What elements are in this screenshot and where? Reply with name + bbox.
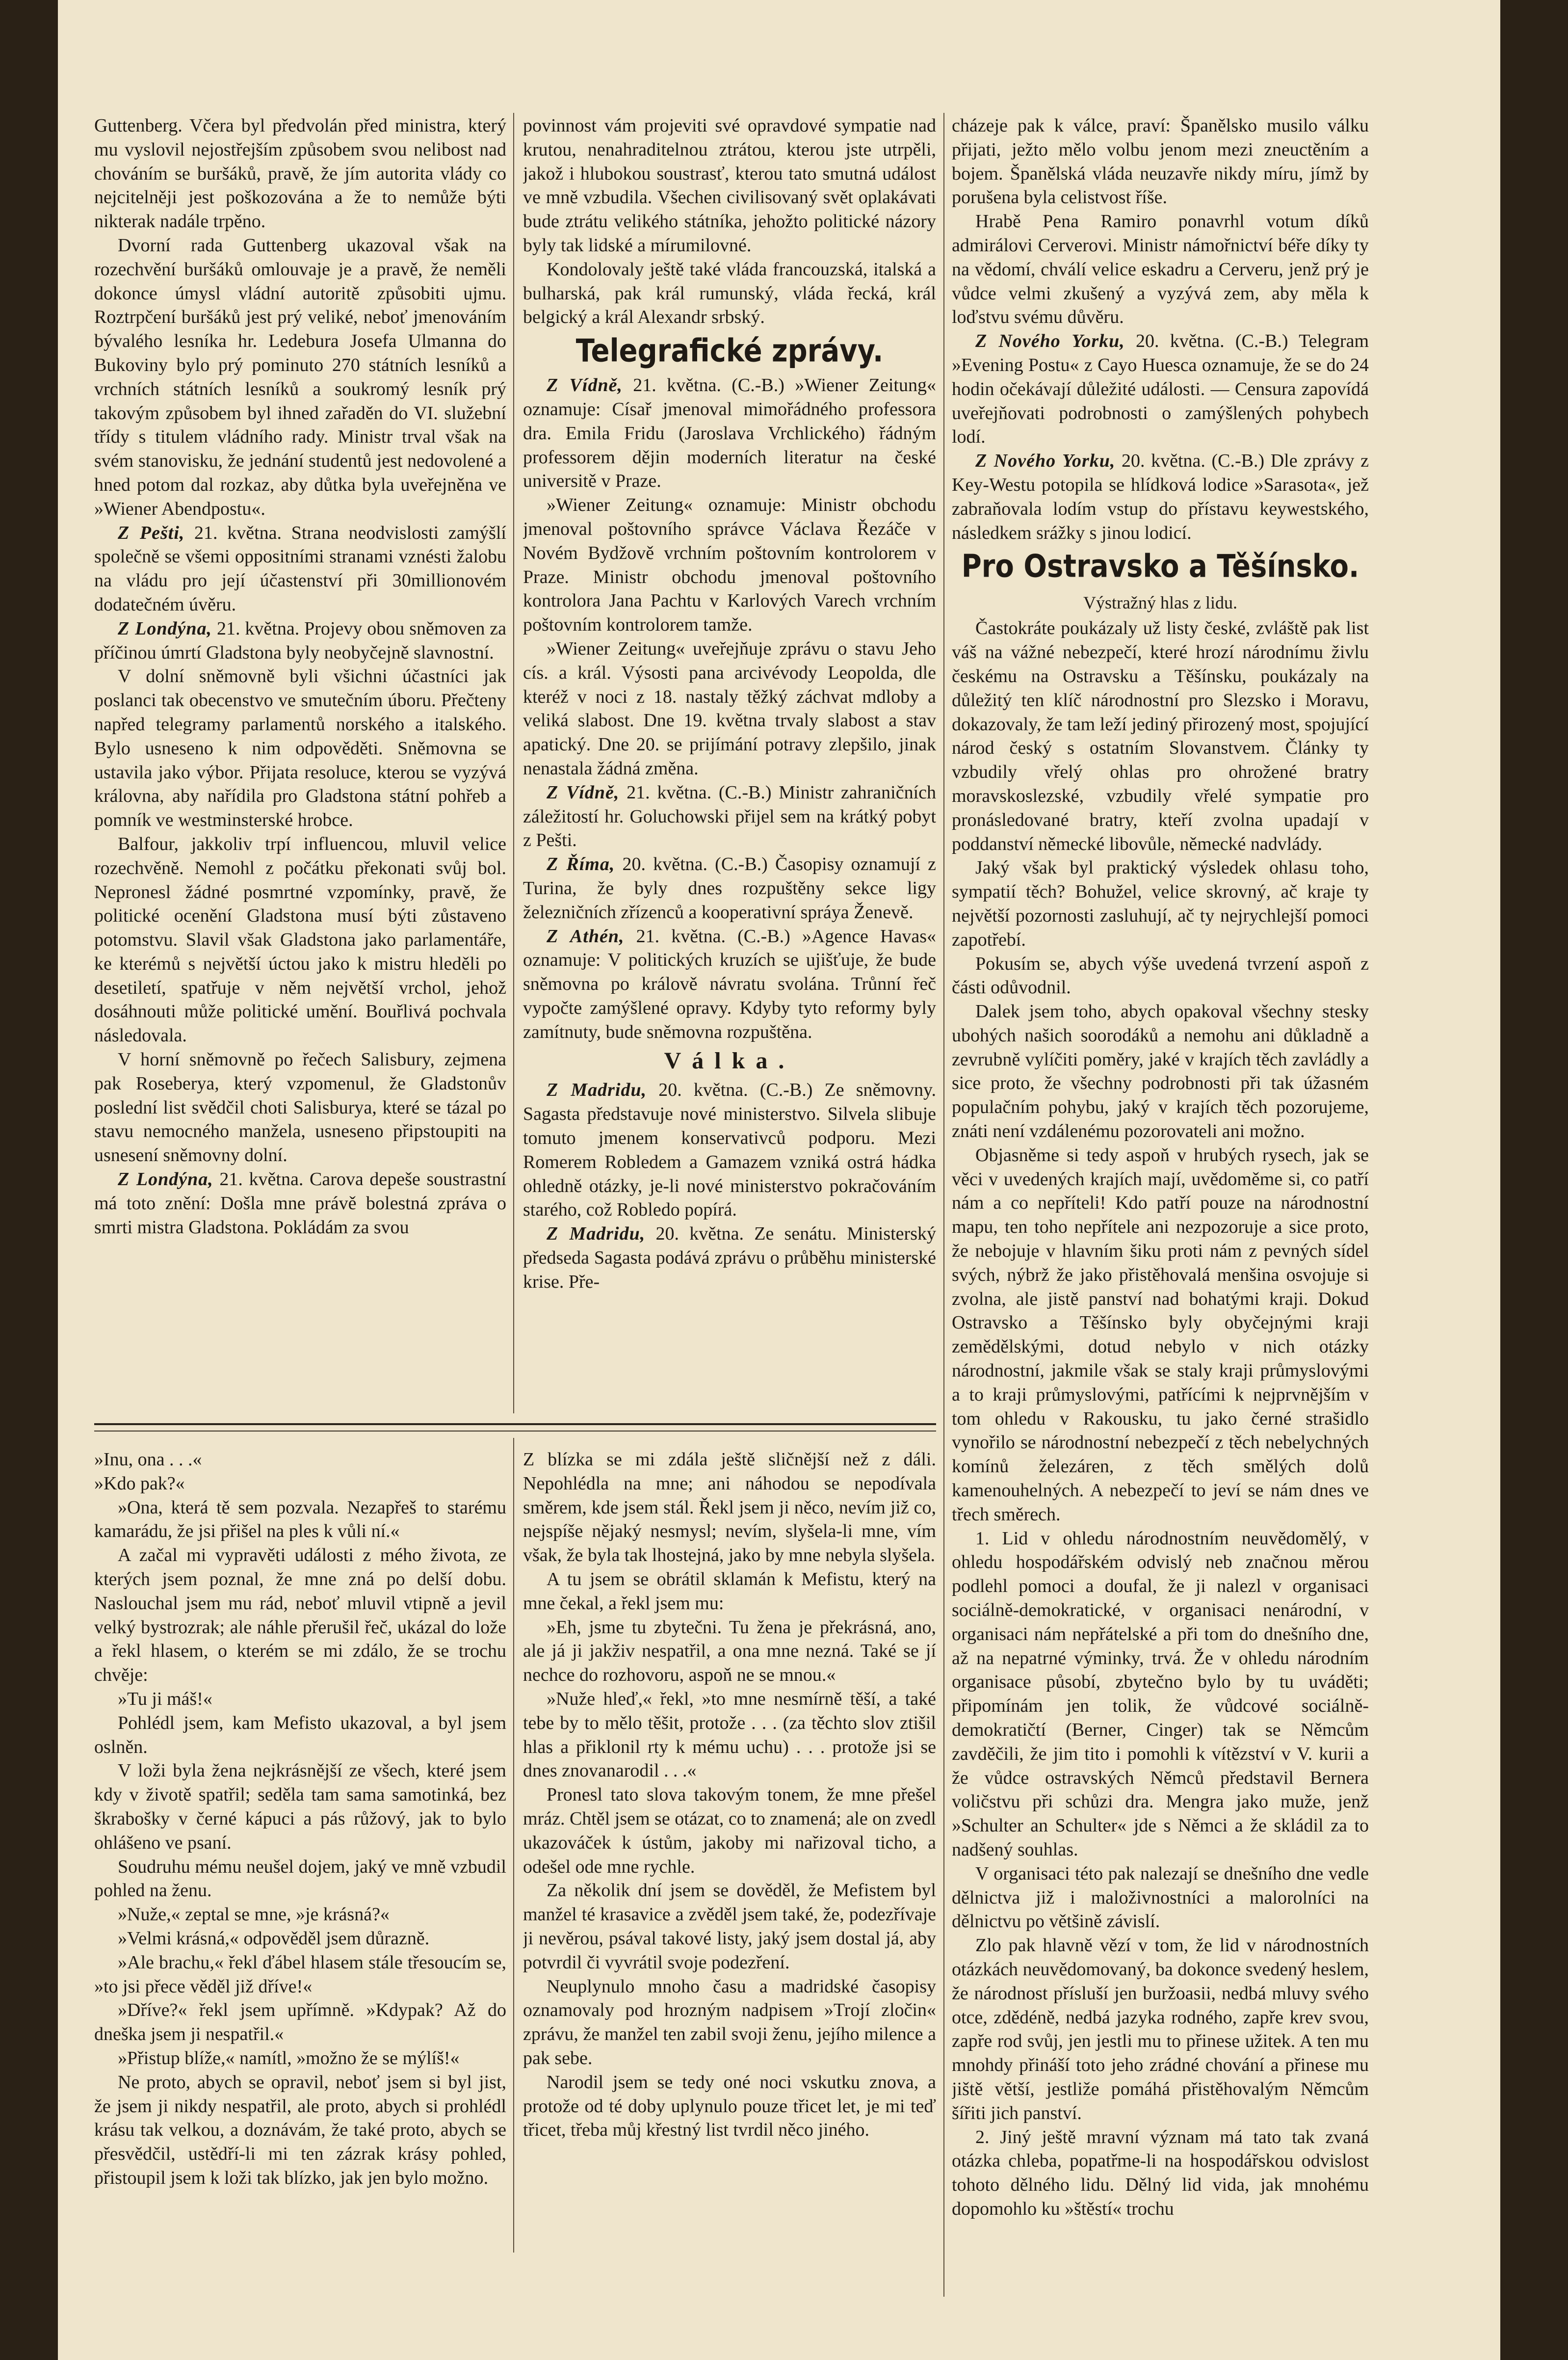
paragraph-text: »Inu, ona . . .« <box>94 1449 202 1470</box>
paragraph-text: »Eh, jsme tu zbytečni. Tu žena je překrásná, ano, ale já ji jakživ nespatřil, a ona mne nezná. Také se jí nechce do rozhovoru, aspoň ne se mnou.« <box>523 1617 936 1686</box>
paragraph-text: Objasněme si tedy aspoň v hrubých rysech, jak se věci v uvedených krajích mají, uvědoměme si, co patří nám a co nepříteli! Kdo patří pouze na národnostní mapu, ten toho nepřítele ani nezpozoruje a sice proto, že nebojuje v hlavním šiku proti nám z pevných sídel svých, nýbrž že jako přistěhovalá menšina osvojuje si zvolna, ale jistě panství nad bohatými kraji. Dokud Ostravsko a Těšínsko byly obyčejnými kraji zemědělskými, dotud nebylo v nich otázky národnostní, jakmile však se staly kraji průmyslovými a to kraji průmyslovými, patřícími k nejprvnějším v tom ohledu v Rakousku, tu jako černé strašidlo vynořilo se národnostní nebezpečí z těch nebelychných komínů železáren, z těch smělých dolů kamenouhelných. A nebezpečí to jeví se nám dnes ve třech směrech. <box>952 1144 1369 1525</box>
paragraph-text: 20. května. (C.-B.) Ze sněmovny. Sagasta představuje nové ministerstvo. Silvela slibuje tomuto jmenem konservativců podporu. Mezi Romerem Robledem a Gamazem vzniká ostrá hádka ohledně otázky, je-li nové ministerstvo pokračováním starého, což Robledo popírá. <box>523 1080 936 1220</box>
paragraph <box>523 1687 936 1783</box>
paragraph-text: V organisaci této pak nalezají se dnešního dne vedle dělnictva již i maloživnostníci a malorolníci na dělnictvu po většině závislí. <box>952 1863 1369 1932</box>
paragraph-text: »Wiener Zeitung« oznamuje: Ministr obchodu jmenoval poštovního správce Václava Řezáče v Novém Bydžově vrchním poštovním kontrolorem v Praze. Ministr obchodu jmenoval poštovního kontrolora Jana Pachtu v Karlových Varech vrchním poštovním kontrolorem tamže. <box>523 495 936 636</box>
paragraph <box>523 1783 936 1879</box>
paragraph-text: povinnost vám projeviti své opravdové sympatie nad krutou, nenahraditelnou ztrátou, kterou jste utrpěli, jakož i hlubokou soustrasť, kterou tato smutná událost ve mně vzbudila. Všechen civilisovaný svět oplakávati bude ztrátu velikého státníka, jehožto politické názory byly tak lidské a mírumilovné. <box>523 115 936 256</box>
column-1 <box>94 114 506 1412</box>
newspaper-page <box>58 0 1500 2360</box>
paragraph <box>523 493 936 637</box>
paragraph <box>94 1448 506 1472</box>
paragraph-text: »Velmi krásná,« odpověděl jsem důrazně. <box>118 1928 430 1949</box>
paragraph-text: »Tu ji máš!« <box>118 1688 212 1709</box>
paragraph-text: 21. května. Carova depeše soustrastní má toto znění: Došla mne právě bolestná zpráva o smrti mistra Gladstona. Pokládám za svou <box>94 1169 506 1238</box>
scan-margin-left <box>0 0 58 2360</box>
paragraph-text: Pokusím se, abych výše uvedená tvrzení aspoň z části odůvodnil. <box>952 953 1369 998</box>
paragraph-text: A začal mi vypravěti události z mého života, ze kterých jsem poznal, že mne zná po delší dobu. Naslouchal jsem mu rád, neboť mluvil vtipně a jevil velký bystrozrak; ale náhle přerušil řeč, ukázal do lože a řekl hlasem, o kterém se mi zdálo, že se trochu chvěje: <box>94 1545 506 1686</box>
paragraph-text: Neuplynulo mnoho času a madridské časopisy oznamovaly pod hrozným nadpisem »Trojí zločin« zprávu, že manžel ten zabil svoji ženu, jejího milence a pak sebe. <box>523 1976 936 2068</box>
paragraph <box>94 1951 506 1999</box>
paragraph <box>94 617 506 665</box>
column-3 <box>952 114 1369 2244</box>
paragraph <box>523 637 936 781</box>
dateline: Z Londýna, <box>118 618 212 639</box>
paragraph-text: 21. května. (C.-B.) »Wiener Zeitung« oznamuje: Císař jmenoval mimořádného professora drа. Emila Fridu (Jaroslava Vrchlického) řádným professorem dějin moderních literatur na české universitě v Praze. <box>523 375 936 492</box>
paragraph <box>94 114 506 234</box>
feuilleton-column-1 <box>94 1448 506 2253</box>
paragraph <box>952 1000 1369 1143</box>
paragraph-text: 21. května. (C.-B.) Ministr zahraničních záležitostí hr. Goluchowski přijel sem na krátký pobyt z Pešti. <box>523 782 936 851</box>
paragraph-text: Zlo pak hlavně vězí v tom, že lid v národnostních otázkách neuvědomovaný, ba dokonce svedený heslem, že národnost přísluší jen buržoasii, nedbá mluvy svého otce, zdědéně, nedbá jazyka rodného, zapře krev svou, zapře rod svůj, jen jestli mu to přinese užitek. A ten mu mnohdy přináší toto jeho zrádné chování a přinese mu jiště větší, jestliže pomáhá přistěhovalým Němcům šířiti jich panství. <box>952 1935 1369 2123</box>
paragraph <box>94 1167 506 1239</box>
paragraph <box>94 521 506 617</box>
feuilleton-column-2 <box>523 1448 936 2253</box>
paragraph <box>523 1567 936 1616</box>
paragraph-text: Narodil jsem se tedy oné noci vskutku znova, a protože od té doby uplynulo pouze třicet let, je mi teď třicet, třeba můj křestný list tvrdil něco jiného. <box>523 2071 936 2141</box>
paragraph <box>94 1903 506 1927</box>
section-heading <box>952 542 1369 593</box>
section-heading-valka <box>523 1044 936 1078</box>
paragraph-text: Jaký však byl praktický výsledek ohlasu toho, sympatií těch? Bohužel, velice skrovný, ač kraje ty největší pozornosti zasluhují, ač ty nejrychlejší pomoci zapotřebí. <box>952 857 1369 950</box>
column-divider-1 <box>513 113 514 1413</box>
paragraph-text: A tu jsem se obrátil sklamán k Mefistu, který na mne čekal, a řekl jsem mu: <box>523 1568 936 1614</box>
dateline: Z Athén, <box>547 926 625 947</box>
dateline: Z Nového Yorku, <box>975 451 1116 472</box>
paragraph <box>94 2046 506 2070</box>
paragraph <box>952 114 1369 210</box>
paragraph <box>952 449 1369 545</box>
paragraph-text: 2. Jiný ještě mravní význam má tato tak zvaná otázka chleba, popatřme-li na hospodářskou odvislost tohoto dělného lidu. Dělný lid vida, jak mnohému dopomohlo ku »štěstí« trochu <box>952 2126 1369 2219</box>
paragraph-text: Pohlédl jsem, kam Mefisto ukazoval, a byl jsem oslněn. <box>94 1712 506 1757</box>
dateline: Z Londýna, <box>118 1169 213 1190</box>
paragraph <box>94 1472 506 1496</box>
section-heading <box>523 326 936 377</box>
paragraph <box>952 616 1369 856</box>
paragraph <box>952 329 1369 449</box>
paragraph-text: cházeje pak k válce, praví: Španělsko musilo válku přijati, ježto mělo volbu jenom mezi zneuctěním a bojem. Španělská vláda neuzavře nikdy míru, jímž by porušena byla celistvost říše. <box>952 115 1369 208</box>
paragraph-text: »Dříve?« řekl jsem upřímně. »Kdypak? Až do dneška jsem ji nespatřil.« <box>94 2000 506 2045</box>
paragraph <box>523 258 936 329</box>
paragraph <box>523 1078 936 1222</box>
paragraph-text: »Nuže hleď,« řekl, »to mne nesmírně těší, a také tebe by to mělo těšit, protože . . . (za těchto slov ztišil hlas a přiklonil rty k mému uchu) . . . protože jsi se dnes znovanarodil . . .« <box>523 1688 936 1781</box>
paragraph <box>523 1879 936 1974</box>
paragraph <box>94 1927 506 1951</box>
section-subheading <box>952 589 1369 616</box>
paragraph <box>523 1222 936 1294</box>
feuilleton-separator-thin <box>94 1431 936 1432</box>
paragraph <box>523 373 936 493</box>
paragraph-text: Soudruhu mému neušel dojem, jaký ve mně vzbudil pohled na ženu. <box>94 1856 506 1901</box>
paragraph-text: »Nuže,« zeptal se mne, »je krásná?« <box>118 1904 390 1925</box>
paragraph <box>94 2070 506 2190</box>
paragraph <box>94 1687 506 1711</box>
scan-margin-right <box>1500 0 1568 2360</box>
paragraph-text: »Ona, která tě sem pozvala. Nezapřeš to starému kamarádu, že jsi přišel na ples k vůli ní.« <box>94 1497 506 1542</box>
paragraph <box>952 210 1369 329</box>
paragraph-text: 20. května. Ze senátu. Ministerský předseda Sagasta podává zprávu o průběhu ministerské krise. Pře- <box>523 1223 936 1292</box>
paragraph <box>94 1998 506 2046</box>
paragraph <box>952 1527 1369 1862</box>
paragraph <box>94 1759 506 1855</box>
dateline: Z Pešti, <box>118 522 185 543</box>
paragraph-text: 21. května. (C.-B.) »Agence Havas« oznamuje: V politických kruzích se ujišťuje, že bude sněmovna po králově návratu svolána. Trůnní řeč vypočte zamýšlené opravy. Kdyby tyto reformy byly zamítnuty, bude sněmovna rozpuštěna. <box>523 926 936 1042</box>
dateline: Z Vídně, <box>547 375 623 396</box>
paragraph-text: Kondolovaly ještě také vláda francouzská, italská a bulharská, pak král rumunský, vláda řecká, král belgický a král Alexandr srbský. <box>523 259 936 328</box>
paragraph <box>94 664 506 832</box>
paragraph-text: V dolní sněmovně byli všichni účastníci jak poslanci tak obecenstvo ve smutečním úboru. Přečteny napřed telegramy parlamentů norského a italského. Bylo usneseno k nim odpověděti. Sněmovna se ustavila jako výbor. Přijata resoluce, kterou se vyzývá královna, aby nařídila pro Gladstona státní pohřeb a pomník ve westminsterské hrobce. <box>94 666 506 831</box>
paragraph-text: »Přistup blíže,« namítl, »možno že se mýlíš!« <box>118 2047 460 2068</box>
paragraph <box>94 1496 506 1544</box>
paragraph <box>94 832 506 1048</box>
paragraph-text: Guttenberg. Včera byl předvolán před ministra, který mu vyslovil nejostřejším způsobem svou nelibost nad chováním se buršáků, pravě, že jím autorita vlády co nejcitelněji jest poškozována a že to nemůže býti nikterak nadále trpěno. <box>94 115 506 232</box>
paragraph-text: V horní sněmovně po řečech Salisbury, zejmena pak Roseberya, který vzpomenul, že Gladstonův poslední list svědčil choti Salisburya, které se tázal po stavu nemocného manžela, usneseno připstoupiti na usnesení sněmovny dolní. <box>94 1049 506 1166</box>
paragraph-text: Ne proto, abych se opravil, neboť jsem si byl jist, že jsem ji nikdy nespatřil, ale proto, abych si prohlédl krásu tak velkou, a doznávám, že také proto, abych se přesvědčil, ustědří-li mi ten zázrak krásy pohled, přistoupil jsem k loži tak blízko, jak jen bylo možno. <box>94 2071 506 2188</box>
paragraph-text: 20. května. (C.-B.) Časopisy oznamují z Turina, že byly dnes rozpuštěny sekce ligy železničních zřízenců a kooperativní spráya Ženevě. <box>523 854 936 923</box>
paragraph-text: Hrabě Pena Ramiro ponavrhl votum díků admirálovi Cerverovi. Ministr námořnictví béře díky ty na vědomí, chválí velice eskadru a Cerveru, jenž prý je vůdce velmi zkušený a vyzývá zem, aby měla k loďstvu svému důvěru. <box>952 211 1369 328</box>
paragraph <box>94 1855 506 1903</box>
paragraph-text: Dalek jsem toho, abych opakoval všechny stesky ubohých našich soorodáků a nemohu ani důkladně a zevrubně vylíčiti poměry, jaké v krajích těch zavládly a sice proto, že všechny podrobnosti při tak úžasném populačním pohybu, jaký v krajích těch pozorujeme, znáti není vzdálenému pozorovateli ani možno. <box>952 1001 1369 1142</box>
paragraph <box>523 1616 936 1687</box>
paragraph <box>523 925 936 1044</box>
paragraph-text: »Kdo pak?« <box>94 1473 185 1494</box>
dateline: Z Vídně, <box>547 782 620 803</box>
paragraph-text: Balfour, jakkoliv trpí influencou, mluvil velice rozechvěně. Nemohl z počátku překonati svůj bol. Nepronesl žádné posmrtné vzpomínky, pravě, že politické ocenění Gladstona musí býti zůstaveno potomstvu. Slavil však Gladstona jako parlamentáře, ke kterémů s největší úctou jako k mistru hleděli po desetiletí, spatřuje v něm největší vrchol, jehož dosáhnouti může politické umění. Bouřlivá pochvala následovala. <box>94 833 506 1046</box>
paragraph-text: Častokráte poukázaly už listy české, zvláště pak list váš na vážné nebezpečí, které hrozí národnímu živlu českému na Ostravsku a Těšínsku, poukázaly na důležitý ten klíč národnostní pro Slezsko i Moravu, dokazovaly, že tam leží jediný přirozený most, spojující národ český s ostatním Slovanstvem. Články ty vzbudily vřelý ohlas pro ohrožené bratry moravskoslezské, vzbudily vřelé sympatie pro pronásledované bratry, kteří zvolna upadají v poddanství německé libovůle, německé nadvlády. <box>952 618 1369 854</box>
paragraph-text: Výstražný hlas z lidu. <box>1083 593 1237 613</box>
column-2 <box>523 114 936 1412</box>
paragraph-text: Pronesl tato slova takovým tonem, že mne přešel mráz. Chtěl jsem se otázat, co to znamená; ale on zvedl ukazováček k ústům, jakoby mi nařizoval ticho, a odešel ode mne rychle. <box>523 1784 936 1877</box>
paragraph <box>94 1048 506 1167</box>
paragraph <box>523 852 936 924</box>
column-divider-feuilleton <box>513 1438 514 2253</box>
paragraph-text: V loži byla žena nejkrásnější ze všech, které jsem kdy v životě spatřil; seděla tam sama samotinká, bez škraboškу v černé kápuci a pás růžový, jak to bylo ohlášeno ve psaní. <box>94 1760 506 1853</box>
feuilleton-separator <box>94 1423 936 1425</box>
paragraph <box>94 1543 506 1687</box>
paragraph <box>523 1975 936 2070</box>
paragraph <box>523 114 936 258</box>
dateline: Z Madridu, <box>547 1080 647 1101</box>
paragraph-text: Za několik dní jsem se dověděl, že Mefistem byl manžel té krasavice a zvěděl jsem také, že, podezřívaje ji nevěrou, psával takové listy, jaký jsem dostal já, aby potvrdil či vyvrátil svoje podezření. <box>523 1880 936 1973</box>
paragraph <box>523 1448 936 1567</box>
paragraph <box>94 234 506 521</box>
paragraph <box>952 1143 1369 1527</box>
paragraph-text: Dvorní rada Guttenberg ukazoval však na rozechvění buršáků omlouvaje je a pravě, že neměli dokonce úmysl vládní autoritě způsobiti ujmu. Roztrpčení buršáků jest prý veliké, neboť jmenováním bývalého lesníka hr. Ledebura Josefa Ulmanna do Bukoviny bylo prý pominuto 270 státních lesníků a vrchních státních lesníků a soukromý lesník prý takovým způsobem byl ihned zařaděn do VI. služební třídy s titulem vládního rady. Ministr trval však na svém stanovisku, že jednání studentů jest nedovolené a hned potom dal rozkaz, aby důtka byla uveřejněna ve »Wiener Abendpostu«. <box>94 235 506 519</box>
paragraph-text: Telegrafické zprávy. <box>575 333 884 370</box>
column-divider-2 <box>943 113 944 2297</box>
paragraph-text: 21. května. Projevy obou sněmoven za příčinou úmrtí Gladstona byly neobyčejně slavnostní. <box>94 618 506 663</box>
dateline: Z Říma, <box>547 854 615 875</box>
paragraph <box>952 952 1369 1000</box>
paragraph-text: Pro Ostravsko a Těšínsko. <box>961 548 1359 585</box>
paragraph <box>952 2125 1369 2221</box>
paragraph-text: »Ale brachu,« řekl ďábel hlasem stále třesoucím se, »to jsi přece věděl již dříve!« <box>94 1952 506 1997</box>
paragraph-text: »Wiener Zeitung« uveřejňuje zprávu o stavu Jeho cís. a král. Výsosti pana arcivévody Leopolda, dle kteréž v noci z 18. nastaly těžký záchvat mdloby a veliká slabost. Dne 19. května trvaly slabost a stav apatický. Dne 20. se prijímání potravy zlepšilo, jinak nenastala žádná změna. <box>523 638 936 779</box>
paragraph <box>523 2070 936 2142</box>
paragraph-text: 20. května. (C.-B.) Dle zprávy z Key-Westu potopila se hlídková lodice »Sarasota«, jež zabraňovala lodím vstup do přístavu keywestského, následkem srážky s jinou lodicí. <box>952 451 1369 543</box>
dateline: Z Madridu, <box>547 1223 646 1245</box>
paragraph <box>94 1711 506 1759</box>
paragraph <box>952 1862 1369 1934</box>
paragraph-text: 21. května. Strana neodvislosti zamýšlí společně se všemi oppositními stranami vznésti žalobu na vládu pro její účastenství při 30millionovém dodatečném úvěru. <box>94 522 506 615</box>
paragraph-text: 1. Lid v ohledu národnostním neuvědomělý, v ohledu hospodářském odvislý neb značnou měrou podlehl pomoci a doufal, že ji nalezl v organisaci sociálně-demokratické, v organisaci nenárodní, v organisaci nám nepřátelské a při tom do dnešního dne, až na nepatrné výminky, trvá. Že v ohledu národním organisace působí, zbytečno bylo by tu uváděti; připomínám jen tolik, že vůdcové sociálně-demokratičtí (Berner, Cinger) tak se Němcům zavděčili, že jim tito i pomohli k vítězství v V. kurii a že vůdce ostravských Němců představil Bernera voličstvu při schůzi dra. Mengra jako muže, jenž »Schulter an Schulter« jde s Němci a že skládil za to nadšený souhlas. <box>952 1528 1369 1860</box>
paragraph-text: Válka. <box>664 1048 795 1074</box>
paragraph <box>523 781 936 852</box>
paragraph <box>952 1934 1369 2125</box>
dateline: Z Nového Yorku, <box>975 331 1125 352</box>
paragraph <box>952 856 1369 952</box>
paragraph-text: Z blízka se mi zdála ještě sličnější než z dáli. Nepohlédla na mne; ani náhodou se nepodívala směrem, kde jsem stál. Řekl jsem ji něco, nevím již co, nejspíše nějaký nesmysl; nevím, slyšela-li mne, vím však, že byla tak lhostejná, jako by mne nebyla slyšela. <box>523 1449 936 1566</box>
paragraph-text: 20. května. (C.-B.) Telegram »Evening Postu« z Cayo Huesca oznamuje, že se do 24 hodin očekávají důležité události. — Censura zapovídá uveřejňovati podrobnosti o zamýšlených pohybech lodí. <box>952 331 1369 448</box>
